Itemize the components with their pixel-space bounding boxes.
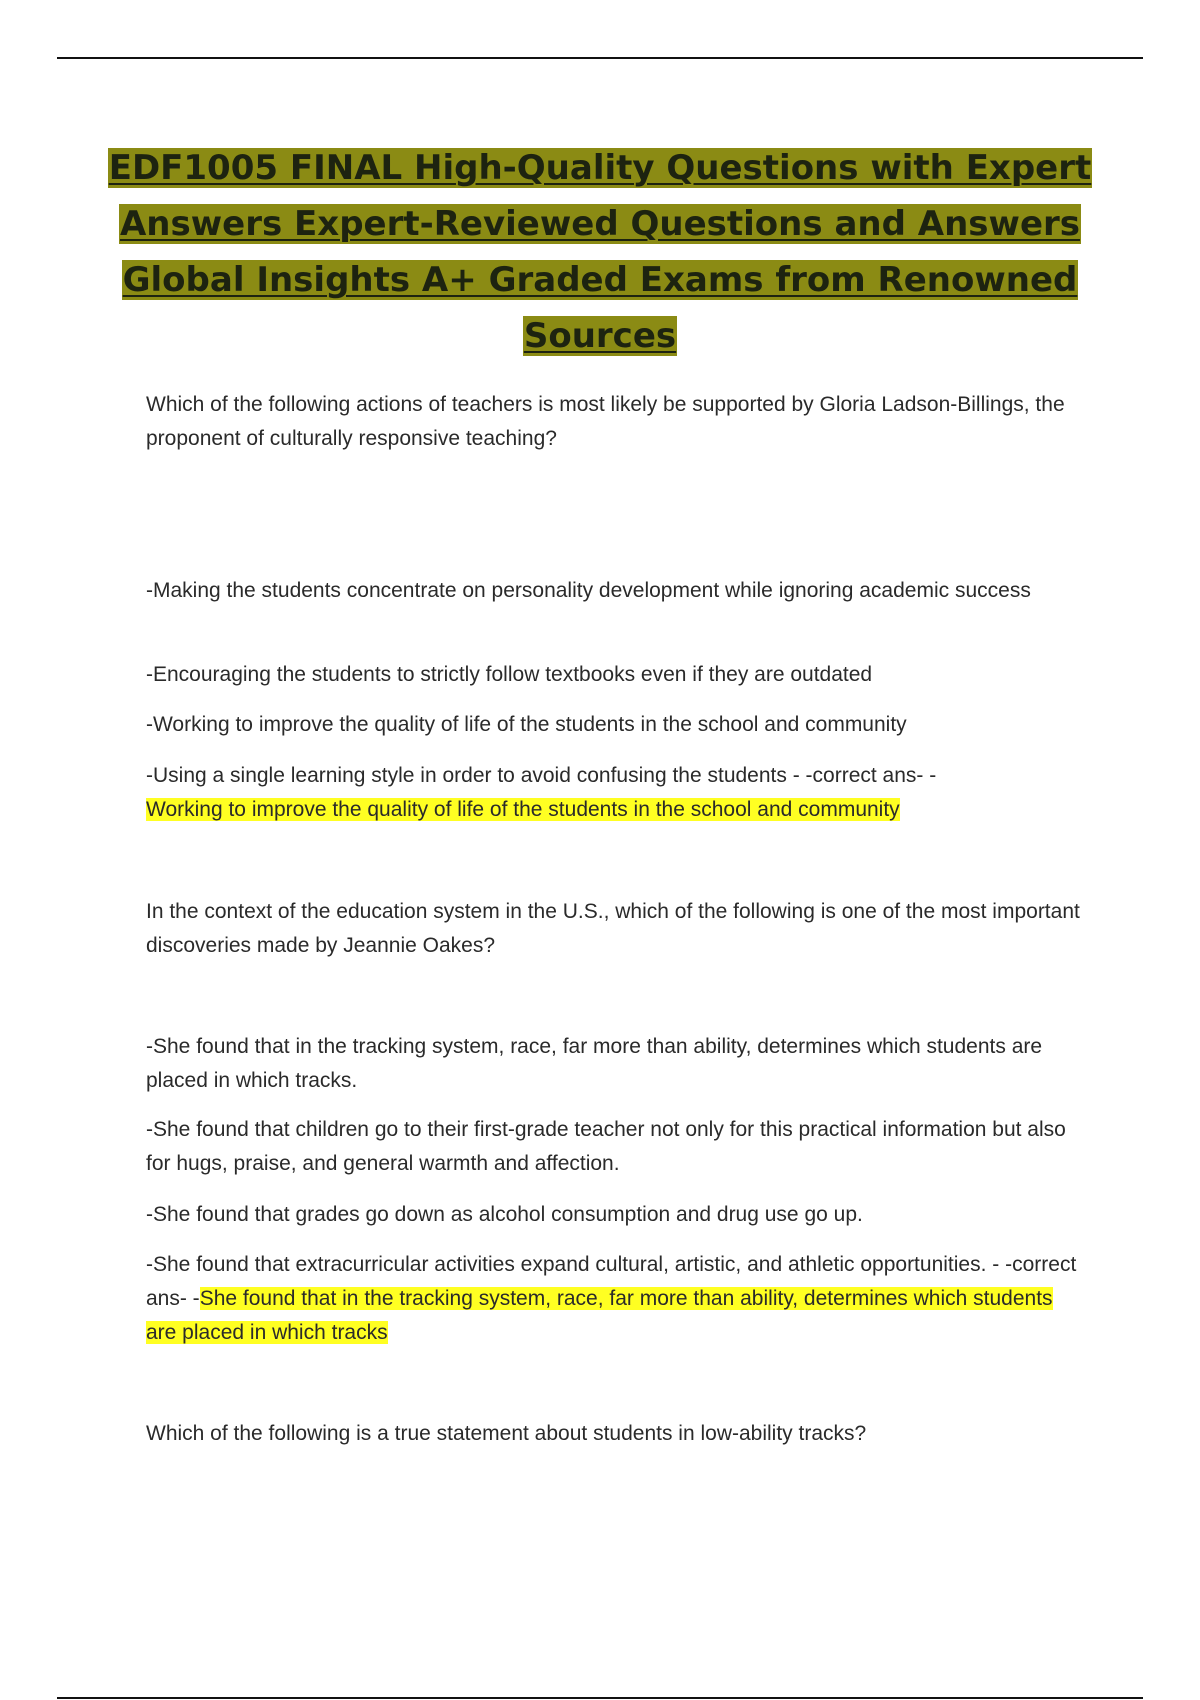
q1-correct-answer: Working to improve the quality of life of the students in the school and community [146,798,900,821]
q2-option-3: -She found that grades go down as alcohol consumption and drug use go up. [146,1203,863,1226]
question-1 [146,388,1086,456]
q2-correct-answer: She found that in the tracking system, race, far more than ability, determines which students are placed in which tracks [146,1287,1053,1344]
q1-answer-marker: - -correct ans- - [786,764,937,787]
top-rule [57,57,1143,59]
question-3-text: Which of the following is a true statement about students in low-ability tracks? [146,1422,867,1445]
q2-answer-marker: - -correct ans- - [146,1253,1077,1310]
bottom-rule [57,1697,1143,1699]
q2-option-1: -She found that in the tracking system, race, far more than ability, determines which students are placed in which tracks. [146,1035,1043,1092]
question-3 [146,1417,1086,1451]
document-title [60,140,1140,364]
title-line-1: EDF1005 FINAL High-Quality Questions with Expert [108,148,1092,188]
q1-option-3: -Working to improve the quality of life of the students in the school and community [146,713,907,736]
question-1-text: Which of the following actions of teachers is most likely be supported by Gloria Ladson-Billings, the proponent of culturally responsive teaching? [146,393,1065,450]
title-line-2: Answers Expert-Reviewed Questions and Answers [119,204,1081,244]
q2-option-4: -She found that extracurricular activities expand cultural, artistic, and athletic opportunities. [146,1253,987,1276]
q1-option-4: -Using a single learning style in order to avoid confusing the students [146,764,787,787]
q2-option-4-with-answer [146,1248,1086,1350]
q1-option-2: -Encouraging the students to strictly follow textbooks even if they are outdated [146,663,873,686]
title-line-3: Global Insights A+ Graded Exams from Renowned [122,260,1078,300]
q1-option-4-with-answer [146,759,1086,827]
question-2 [146,895,1086,963]
q2-option-2: -She found that children go to their first-grade teacher not only for this practical information but also for hugs, praise, and general warmth and affection. [146,1118,1066,1175]
title-line-4: Sources [523,316,677,356]
q1-option-1: -Making the students concentrate on personality development while ignoring academic success [146,579,1031,602]
question-2-text: In the context of the education system in the U.S., which of the following is one of the most important discoveries made by Jeannie Oakes? [146,900,1080,957]
